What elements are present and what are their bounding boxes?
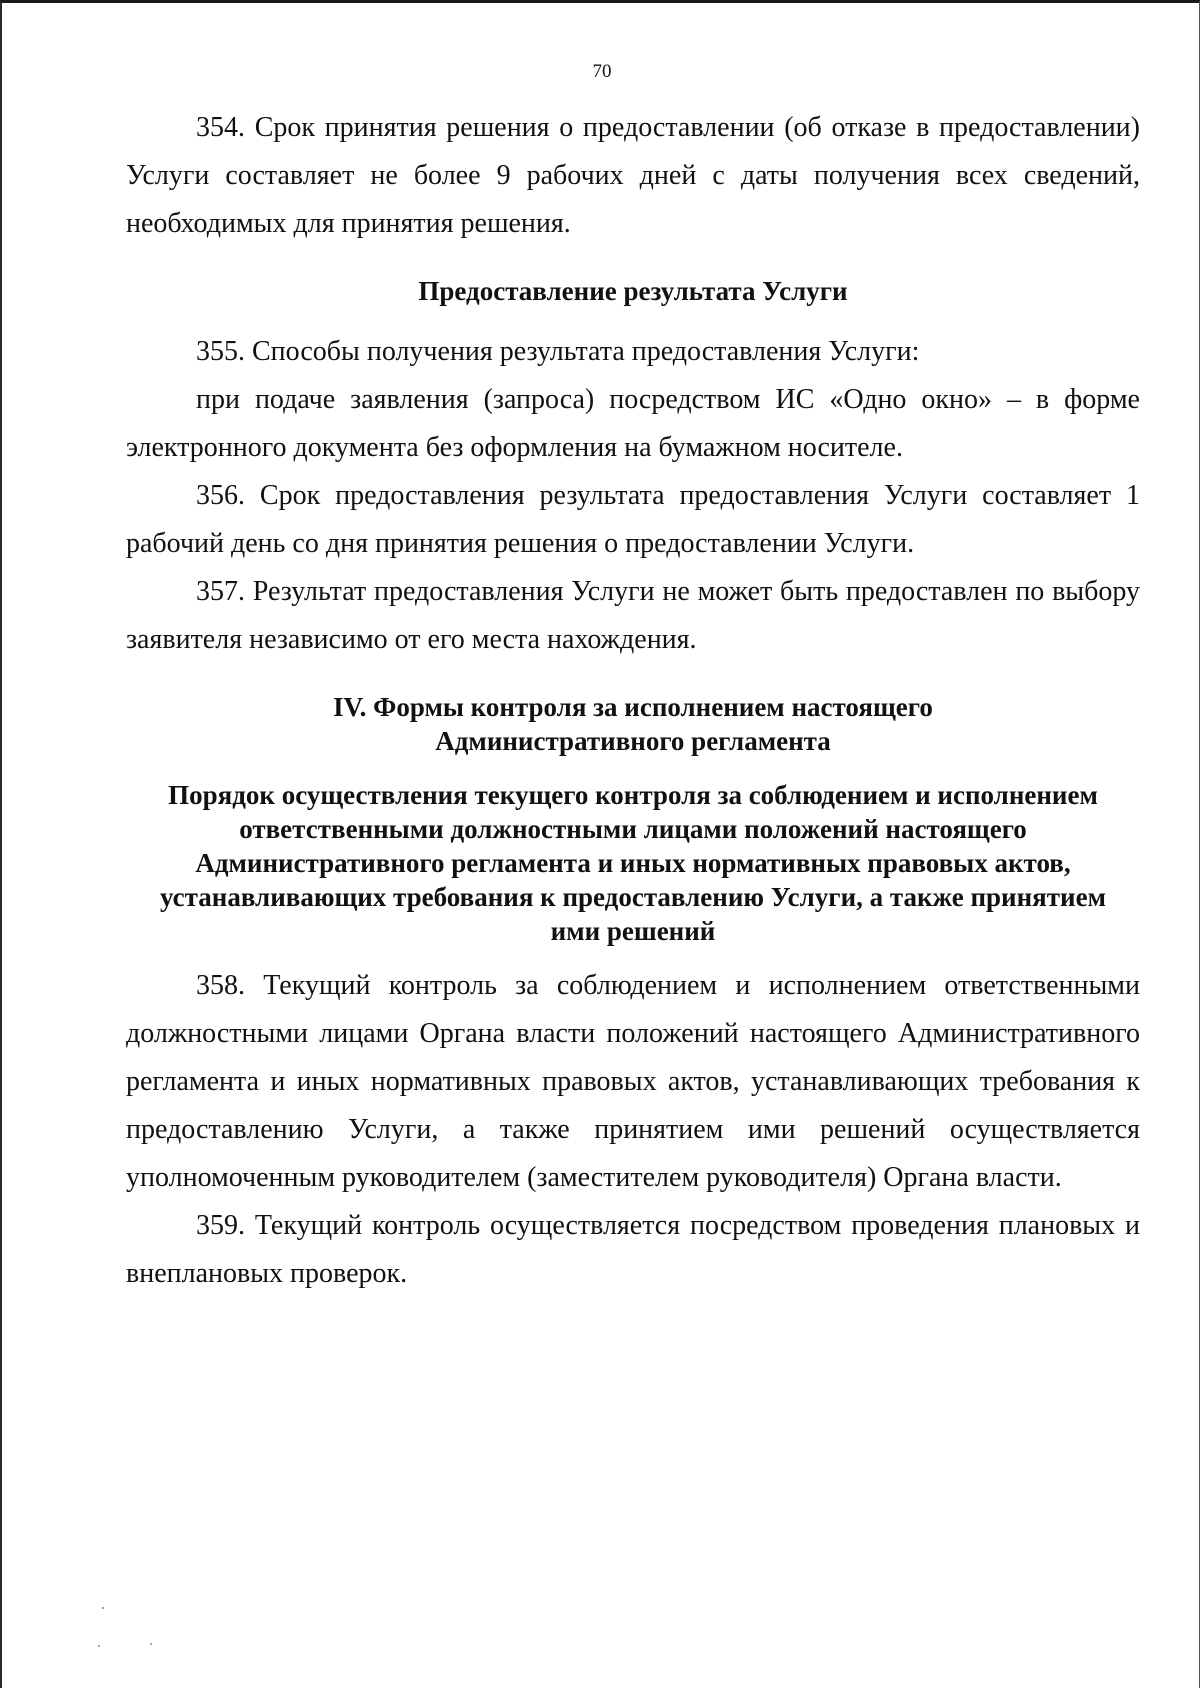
paragraph-358: 358. Текущий контроль за соблюдением и исполнением ответственными должностными лицами Органа власти положений настоящего Административного регламента и иных нормативных правовых актов, устанавливающих требования к предоставлению Услуги, а также принятием ими решений осуществляется уполномоченным руководителем (заместителем руководителя) Органа власти.: [126, 970, 1140, 1193]
heading-line: Порядок осуществления текущего контроля за соблюдением и исполнением: [168, 780, 1098, 810]
paragraph-355-item: при подаче заявления (запроса) посредством ИС «Одно окно» – в форме электронного документа без оформления на бумажном носителе.: [126, 384, 1140, 463]
spacer: [126, 248, 1140, 274]
spacer: [126, 664, 1140, 690]
heading-line: Административного регламента: [435, 726, 831, 756]
heading-section-iv: [126, 690, 1140, 758]
paragraph-357: 357. Результат предоставления Услуги не может быть предоставлен по выбору заявителя независимо от его места нахождения.: [126, 576, 1140, 655]
speck: [150, 1643, 152, 1645]
spacer: [126, 758, 1140, 778]
heading-line: IV. Формы контроля за исполнением настоящего: [333, 692, 933, 722]
heading-result: Предоставление результата Услуги: [418, 276, 848, 306]
heading-line: Административного регламента и иных нормативных правовых актов,: [195, 848, 1071, 878]
paragraph-354: 354. Срок принятия решения о предоставлении (об отказе в предоставлении) Услуги составляет не более 9 рабочих дней с даты получения всех сведений, необходимых для принятия решения.: [126, 112, 1140, 239]
scan-specks: [98, 1603, 178, 1653]
paragraph-359: 359. Текущий контроль осуществляется посредством проведения плановых и внеплановых проверок.: [126, 1210, 1140, 1289]
heading-line: ответственными должностными лицами положений настоящего: [239, 814, 1027, 844]
paragraph-356: 356. Срок предоставления результата предоставления Услуги составляет 1 рабочий день со дня принятия решения о предоставлении Услуги.: [126, 480, 1140, 559]
paragraph-355: 355. Способы получения результата предоставления Услуги:: [196, 336, 920, 367]
heading-line: ими решений: [550, 916, 716, 946]
heading-current-control: [126, 778, 1140, 948]
page-number: 70: [592, 61, 612, 82]
spacer: [126, 948, 1140, 962]
document-body: [126, 104, 1140, 1298]
spacer: [126, 308, 1140, 328]
heading-line: устанавливающих требования к предоставлению Услуги, а также принятием: [160, 882, 1106, 912]
speck: [98, 1645, 100, 1647]
speck: [102, 1607, 104, 1609]
